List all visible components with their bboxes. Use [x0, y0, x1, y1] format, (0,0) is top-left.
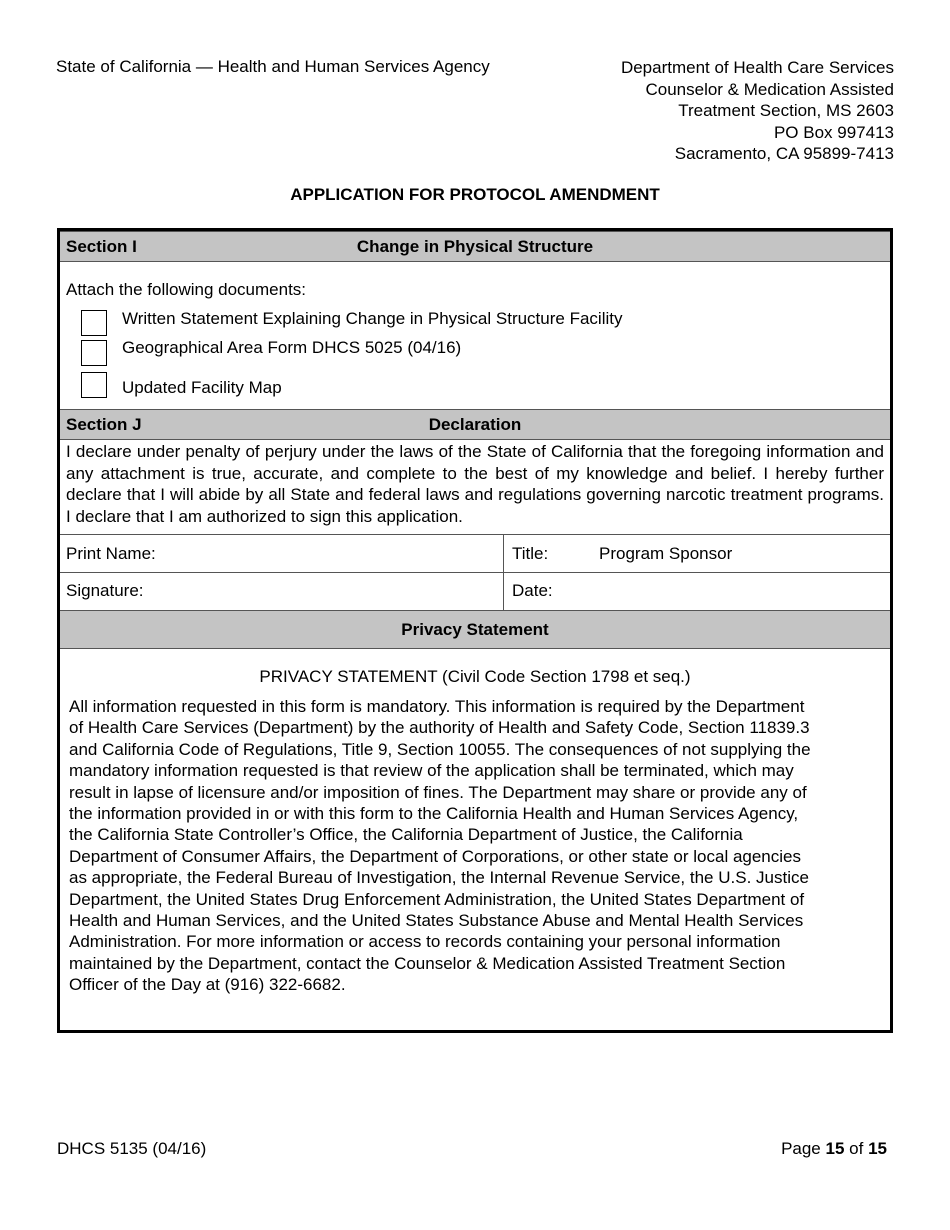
dept-line: PO Box 997413 — [773, 122, 894, 142]
privacy-line: mandatory information requested is that review of the application shall be terminated, which may — [69, 761, 794, 781]
item-updated-facility-map: Updated Facility Map — [122, 378, 282, 397]
form-box — [57, 228, 893, 1033]
section-j-title: Declaration — [428, 415, 522, 434]
dept-line: Treatment Section, MS 2603 — [678, 101, 894, 120]
form-title: APPLICATION FOR PROTOCOL AMENDMENT — [290, 185, 660, 204]
dept-line: Sacramento, CA 95899-7413 — [674, 144, 894, 163]
item-written-statement: Written Statement Explaining Change in Physical Structure Facility — [122, 309, 623, 328]
checkbox-updated-facility-map[interactable] — [81, 372, 107, 398]
page-total: 15 — [868, 1139, 887, 1158]
privacy-line: Administration. For more information or access to records containing your personal information — [69, 932, 781, 952]
grid-line — [60, 534, 890, 535]
privacy-statement-header — [60, 610, 890, 649]
attach-instructions: Attach the following documents: — [66, 280, 307, 299]
print-name-field[interactable] — [175, 538, 495, 568]
declaration-text: I declare under penalty of perjury under the laws of the State of California that the foregoing information and any attachment is true, accurate, and complete to the best of my knowledge and belief. I hereby further declare that I will abide by all State and federal laws and regulations governing narcotic treatment programs. I declare that I am authorized to sign this application. — [66, 442, 884, 526]
signature-field[interactable] — [160, 576, 495, 606]
form-number: DHCS 5135 (04/16) — [57, 1139, 207, 1158]
dept-line: Department of Health Care Services — [620, 58, 894, 77]
privacy-heading: PRIVACY STATEMENT (Civil Code Section 1798 et seq.) — [259, 667, 691, 686]
page-current: 15 — [825, 1139, 845, 1158]
privacy-body — [69, 696, 882, 996]
privacy-line: as appropriate, the Federal Bureau of Investigation, the Internal Revenue Service, the U.S. Justice — [69, 868, 809, 888]
department-address — [621, 57, 894, 165]
section-j-label: Section J — [66, 415, 142, 434]
print-name-label: Print Name: — [66, 544, 156, 563]
title-value[interactable]: Program Sponsor — [599, 544, 733, 563]
page-word: Page — [781, 1139, 821, 1158]
privacy-line: and California Code of Regulations, Title 9, Section 10055. The consequences of not supplying the — [69, 739, 811, 759]
dept-line: Counselor & Medication Assisted — [645, 79, 894, 99]
section-i-title: Change in Physical Structure — [356, 237, 594, 256]
page-number — [781, 1139, 887, 1159]
privacy-line: the California State Controller’s Office, the California Department of Justice, the California — [69, 825, 743, 845]
section-i-header — [60, 231, 890, 262]
privacy-line: the information provided in or with this form to the California Health and Human Services Agency, — [69, 804, 799, 824]
privacy-line: Health and Human Services, and the United States Substance Abuse and Mental Health Services — [69, 911, 804, 931]
privacy-line: All information requested in this form is mandatory. This information is required by the Department — [69, 697, 805, 716]
privacy-line: Department, the United States Drug Enforcement Administration, the United States Department of — [69, 889, 805, 909]
privacy-line: Officer of the Day at (916) 322-6682. — [69, 975, 346, 995]
grid-line — [60, 572, 890, 573]
privacy-band-title: Privacy Statement — [401, 620, 549, 639]
section-j-header — [60, 409, 890, 440]
signature-label: Signature: — [66, 581, 144, 600]
item-geographical-area-form: Geographical Area Form DHCS 5025 (04/16) — [122, 338, 462, 357]
privacy-line: maintained by the Department, contact the Counselor & Medication Assisted Treatment Section — [69, 953, 786, 973]
grid-divider — [503, 534, 504, 611]
agency-name: State of California — Health and Human Services Agency — [56, 57, 490, 76]
privacy-line: of Health Care Services (Department) by the authority of Health and Safety Code, Section 11839.3 — [69, 718, 810, 738]
checkbox-geographical-area-form[interactable] — [81, 340, 107, 366]
checkbox-written-statement[interactable] — [81, 310, 107, 336]
title-label: Title: — [512, 544, 549, 563]
section-i-label: Section I — [66, 237, 137, 256]
privacy-line: Department of Consumer Affairs, the Department of Corporations, or other state or local agencies — [69, 846, 801, 866]
privacy-line: result in lapse of licensure and/or imposition of fines. The Department may share or provide any of — [69, 782, 807, 802]
of-word: of — [849, 1139, 864, 1158]
date-field[interactable] — [565, 576, 880, 606]
date-label: Date: — [512, 581, 553, 600]
